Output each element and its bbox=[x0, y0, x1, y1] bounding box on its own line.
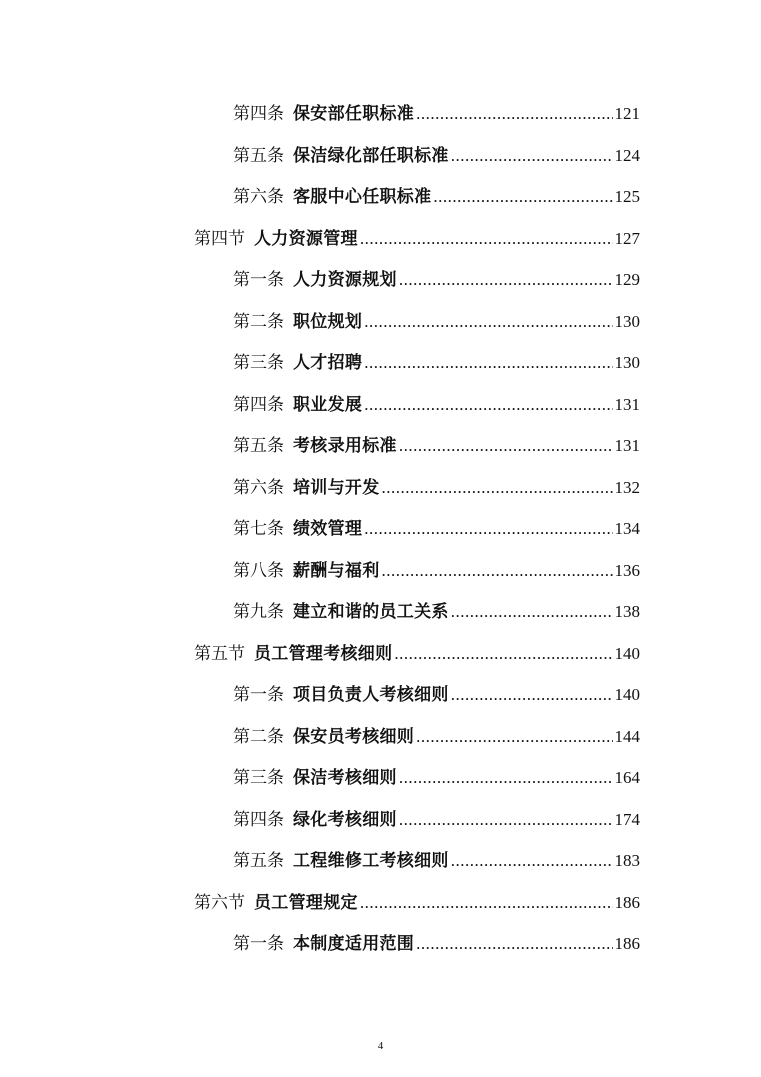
toc-entry-title: 保安部任职标准 bbox=[293, 104, 415, 124]
dot-leader bbox=[451, 674, 613, 716]
toc-entry-number: 第四条 bbox=[233, 104, 284, 124]
toc-entry-title: 职位规划 bbox=[293, 311, 363, 332]
toc-entry-title: 客服中心任职标准 bbox=[293, 187, 432, 207]
dot-leader bbox=[360, 882, 613, 924]
dot-leader bbox=[399, 757, 613, 799]
toc-entry-title: 建立和谐的员工关系 bbox=[293, 602, 449, 622]
toc-article-entry[interactable] bbox=[194, 259, 640, 301]
toc-entry-number: 第五节 bbox=[194, 643, 245, 664]
toc-entry-title: 本制度适用范围 bbox=[293, 934, 415, 954]
dot-leader bbox=[364, 301, 612, 343]
toc-entry-title: 员工管理考核细则 bbox=[254, 643, 393, 664]
toc-entry-title: 培训与开发 bbox=[293, 477, 380, 498]
dot-leader bbox=[382, 550, 613, 592]
toc-entry-number: 第二条 bbox=[233, 311, 284, 332]
dot-leader bbox=[399, 259, 613, 301]
toc-entry-page: 131 bbox=[614, 394, 640, 414]
toc-entry-number: 第五条 bbox=[233, 851, 284, 871]
toc-entry-number: 第二条 bbox=[233, 726, 284, 747]
toc-entry-page: 134 bbox=[614, 519, 640, 538]
toc-entry-number: 第六条 bbox=[233, 187, 284, 207]
toc-entry-title: 人力资源管理 bbox=[254, 228, 358, 249]
toc-entry-number: 第四条 bbox=[233, 809, 284, 830]
toc-entry-page: 140 bbox=[614, 685, 640, 704]
toc-entry-page: 130 bbox=[614, 353, 640, 372]
toc-entry-title: 保安员考核细则 bbox=[293, 726, 415, 747]
toc-entry-page: 124 bbox=[614, 145, 640, 165]
dot-leader bbox=[364, 342, 612, 384]
toc-entry-title: 保洁考核细则 bbox=[293, 768, 397, 788]
toc-entry-page: 136 bbox=[614, 560, 640, 580]
toc-entry-title: 职业发展 bbox=[293, 394, 363, 415]
toc-article-entry[interactable] bbox=[194, 923, 640, 965]
toc-entry-number: 第八条 bbox=[233, 560, 284, 581]
toc-article-entry[interactable] bbox=[194, 591, 640, 633]
toc-article-entry[interactable] bbox=[194, 93, 640, 135]
toc-entry-title: 薪酬与福利 bbox=[293, 560, 380, 581]
toc-entry-page: 183 bbox=[614, 851, 640, 870]
toc-article-entry[interactable] bbox=[194, 757, 640, 799]
dot-leader bbox=[382, 467, 613, 509]
toc-entry-page: 129 bbox=[614, 270, 640, 289]
toc-article-entry[interactable] bbox=[194, 135, 640, 177]
toc-article-entry[interactable] bbox=[194, 301, 640, 343]
toc-entry-page: 140 bbox=[614, 643, 640, 663]
toc-entry-number: 第六节 bbox=[194, 892, 245, 913]
toc-entry-number: 第三条 bbox=[233, 768, 284, 788]
toc-entry-page: 131 bbox=[614, 436, 640, 455]
dot-leader bbox=[416, 923, 612, 965]
dot-leader bbox=[451, 135, 613, 177]
toc-entry-title: 员工管理规定 bbox=[254, 892, 358, 913]
toc-entry-title: 人力资源规划 bbox=[293, 270, 397, 290]
toc-entry-page: 127 bbox=[614, 228, 640, 248]
toc-article-entry[interactable] bbox=[194, 716, 640, 758]
dot-leader bbox=[364, 508, 612, 550]
dot-leader bbox=[399, 425, 613, 467]
toc-section-entry[interactable] bbox=[194, 633, 640, 675]
dot-leader bbox=[416, 716, 612, 758]
toc-entry-title: 绩效管理 bbox=[293, 519, 363, 539]
toc-entry-number: 第五条 bbox=[233, 436, 284, 456]
dot-leader bbox=[364, 384, 612, 426]
toc-entry-page: 130 bbox=[614, 311, 640, 331]
toc-entry-number: 第三条 bbox=[233, 353, 284, 373]
toc-entry-page: 138 bbox=[614, 602, 640, 621]
toc-section-entry[interactable] bbox=[194, 218, 640, 260]
toc-article-entry[interactable] bbox=[194, 342, 640, 384]
toc-article-entry[interactable] bbox=[194, 425, 640, 467]
toc-entry-number: 第六条 bbox=[233, 477, 284, 498]
dot-leader bbox=[416, 93, 612, 135]
toc-entry-number: 第一条 bbox=[233, 934, 284, 954]
toc-entry-page: 186 bbox=[614, 892, 640, 912]
toc-entry-title: 考核录用标准 bbox=[293, 436, 397, 456]
toc-entry-number: 第五条 bbox=[233, 145, 284, 166]
toc-entry-page: 174 bbox=[614, 809, 640, 829]
toc-article-entry[interactable] bbox=[194, 176, 640, 218]
toc-entry-number: 第四节 bbox=[194, 228, 245, 249]
page-number: 4 bbox=[377, 1040, 384, 1052]
toc-entry-number: 第一条 bbox=[233, 685, 284, 705]
toc-entry-page: 121 bbox=[614, 104, 640, 123]
dot-leader bbox=[360, 218, 613, 260]
toc-entry-page: 125 bbox=[614, 187, 640, 206]
toc-article-entry[interactable] bbox=[194, 674, 640, 716]
toc-entry-number: 第一条 bbox=[233, 270, 284, 290]
toc-entry-number: 第四条 bbox=[233, 394, 284, 415]
toc-article-entry[interactable] bbox=[194, 840, 640, 882]
toc-entry-title: 项目负责人考核细则 bbox=[293, 685, 449, 705]
toc-entry-title: 工程维修工考核细则 bbox=[293, 851, 449, 871]
dot-leader bbox=[394, 633, 612, 675]
toc-article-entry[interactable] bbox=[194, 467, 640, 509]
toc-section-entry[interactable] bbox=[194, 882, 640, 924]
toc-entry-page: 164 bbox=[614, 768, 640, 787]
toc-entry-page: 144 bbox=[614, 726, 640, 746]
toc-entry-title: 绿化考核细则 bbox=[293, 809, 397, 830]
toc-entry-title: 人才招聘 bbox=[293, 353, 363, 373]
toc-article-entry[interactable] bbox=[194, 550, 640, 592]
toc-entry-page: 132 bbox=[614, 477, 640, 497]
dot-leader bbox=[451, 840, 613, 882]
table-of-contents bbox=[194, 93, 640, 965]
dot-leader bbox=[433, 176, 612, 218]
dot-leader bbox=[451, 591, 613, 633]
toc-article-entry[interactable] bbox=[194, 508, 640, 550]
dot-leader bbox=[399, 799, 613, 841]
toc-article-entry[interactable] bbox=[194, 384, 640, 426]
toc-entry-number: 第九条 bbox=[233, 602, 284, 622]
toc-entry-page: 186 bbox=[614, 934, 640, 953]
toc-entry-title: 保洁绿化部任职标准 bbox=[293, 145, 449, 166]
toc-entry-number: 第七条 bbox=[233, 519, 284, 539]
toc-article-entry[interactable] bbox=[194, 799, 640, 841]
